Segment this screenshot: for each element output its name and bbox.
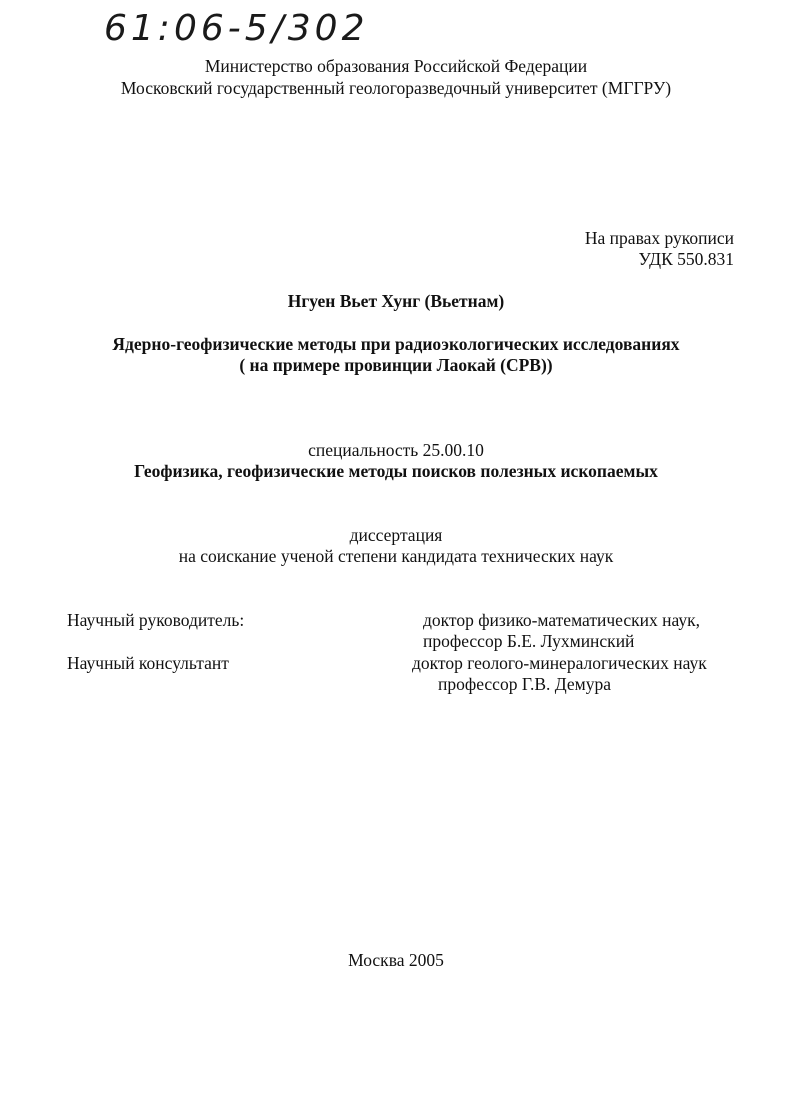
degree-sought: на соискание ученой степени кандидата технических наук <box>178 546 614 566</box>
consultant-label: Научный консультант <box>67 653 229 673</box>
consultant-name: профессор Г.В. Демура <box>438 674 612 694</box>
manuscript-rights: На правах рукописи <box>584 228 734 248</box>
handwritten-archive-number <box>100 0 400 52</box>
author-name: Нгуен Вьет Хунг (Вьетнам) <box>287 291 505 311</box>
dissertation-title-line2: ( на примере провинции Лаокай (СРВ)) <box>239 355 553 375</box>
specialty-code: специальность 25.00.10 <box>308 440 484 460</box>
supervisor-degree: доктор физико-математических наук, <box>423 610 700 630</box>
supervisor-name: профессор Б.Е. Лухминский <box>423 631 635 651</box>
dissertation-title-line1: Ядерно-геофизические методы при радиоэкологических исследованиях <box>112 334 680 354</box>
specialty-name: Геофизика, геофизические методы поисков полезных ископаемых <box>134 461 658 481</box>
consultant-degree: доктор геолого-минералогических наук <box>412 653 707 673</box>
university-line: Московский государственный геологоразведочный университет (МГГРУ) <box>120 78 672 98</box>
ministry-line: Министерство образования Российской Федерации <box>204 56 588 76</box>
supervisor-label: Научный руководитель: <box>67 610 245 630</box>
archive-number-text: 61:06-5/302 <box>104 8 369 49</box>
dissertation-type: диссертация <box>349 525 443 545</box>
city-year: Москва 2005 <box>348 950 444 970</box>
udk-code: УДК 550.831 <box>638 249 734 269</box>
